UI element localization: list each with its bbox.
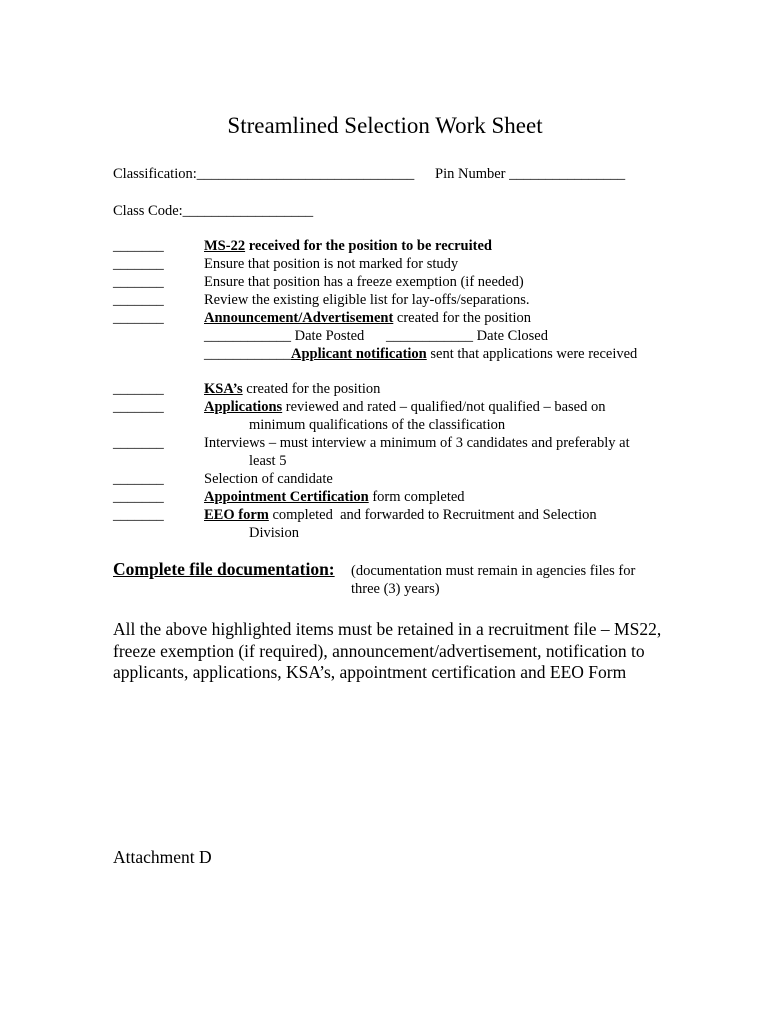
checklist-blank: _______ [113,256,164,272]
item-notification-rest: sent that applications were received [426,346,638,362]
checklist-blank: _______ [113,507,164,523]
item-freeze: Ensure that position has a freeze exemption (if needed) [204,274,524,290]
checklist-blank: _______ [113,292,164,308]
documentation-note-line2: three (3) years) [351,581,440,597]
item-notification-blank: ____________ [204,346,291,362]
checklist-blank: _______ [113,489,164,505]
checklist-blank: _______ [113,238,164,254]
item-applications-label: Applications [204,399,283,415]
item-dates: ____________ Date Posted ____________ Date Closed [204,328,548,344]
page-title: Streamlined Selection Work Sheet [227,113,543,138]
item-study: Ensure that position is not marked for study [204,256,459,272]
item-appointment [204,488,465,506]
item-ksa-rest: created for the position [242,381,381,397]
checklist-blank: _______ [113,381,164,397]
item-eeo-cont: Division [249,525,299,541]
item-ms22-label: MS-22 [204,238,246,254]
item-interviews-cont: least 5 [249,453,287,469]
item-eeo [204,506,597,524]
item-selection: Selection of candidate [204,471,333,487]
item-eligible: Review the existing eligible list for lay-offs/separations. [204,292,530,308]
item-announcement-rest: created for the position [393,310,531,326]
item-notification-label: Applicant notification [291,346,427,362]
attachment-label: Attachment D [113,847,212,867]
pin-number-field: Pin Number ________________ [435,166,626,182]
documentation-heading: Complete file documentation: [113,559,335,579]
item-applications [204,398,606,416]
item-eeo-rest: completed and forwarded to Recruitment and Selection [268,507,597,523]
classification-field: Classification:______________________________ [113,166,415,182]
item-announcement [204,309,531,327]
item-notification [204,345,637,363]
item-appointment-rest: form completed [368,489,465,505]
checklist-blank: _______ [113,435,164,451]
item-ksa-label: KSA’s [204,381,243,397]
checklist-blank: _______ [113,471,164,487]
summary-paragraph: All the above highlighted items must be retained in a recruitment file – MS22, freeze exemption (if required), announcement/advertisement, notification to applicants, applications, KSA’s, appointment certification and EEO Form [113,619,662,682]
class-code-field: Class Code:__________________ [113,203,314,219]
item-ms22-rest: received for the position to be recruited [245,238,492,254]
item-eeo-label: EEO form [204,507,269,523]
item-applications-cont: minimum qualifications of the classification [249,417,506,433]
checklist-blank: _______ [113,274,164,290]
checklist-blank: _______ [113,399,164,415]
checklist-blank: _______ [113,310,164,326]
item-ksa [204,380,380,398]
item-announcement-label: Announcement/Advertisement [204,310,394,326]
item-ms22 [204,237,492,255]
documentation-note-line1: (documentation must remain in agencies files for [351,563,636,579]
item-interviews: Interviews – must interview a minimum of 3 candidates and preferably at [204,435,630,451]
item-appointment-label: Appointment Certification [204,489,369,505]
item-applications-rest: reviewed and rated – qualified/not qualified – based on [282,399,606,415]
